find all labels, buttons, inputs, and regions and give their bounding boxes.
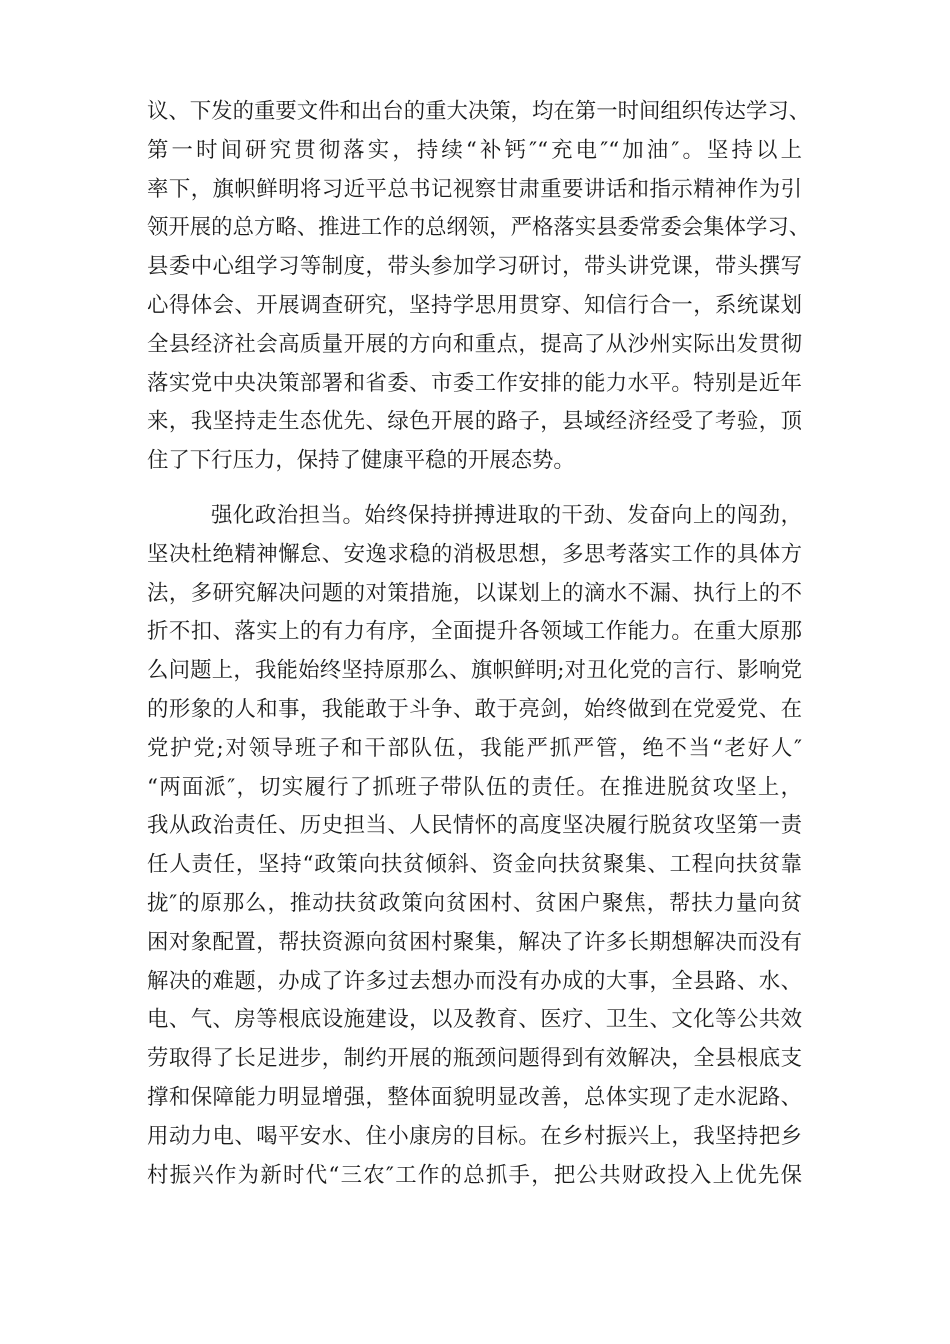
paragraph-1 bbox=[147, 93, 811, 481]
text-line: 用动力电、喝平安水、住小康房的目标。在乡村振兴上，我坚持把乡 bbox=[147, 1123, 802, 1149]
document-page bbox=[147, 93, 811, 1195]
text-line: 撑和保障能力明显增强，整体面貌明显改善，总体实现了走水泥路、 bbox=[147, 1084, 802, 1110]
text-line: 议、下发的重要文件和出台的重大决策，均在第一时间组织传达学习、 bbox=[147, 99, 811, 124]
text-line: 电、气、房等根底设施建设，以及教育、医疗、卫生、文化等公共效 bbox=[147, 1007, 802, 1033]
text-line: 心得体会、开展调查研究，坚持学思用贯穿、知信行合一，系统谋划 bbox=[147, 292, 802, 318]
text-line: 坚决杜绝精神懈怠、安逸求稳的消极思想，多思考落实工作的具体方 bbox=[147, 541, 802, 567]
text-line: 劳取得了长足进步，制约开展的瓶颈问题得到有效解决，全县根底支 bbox=[147, 1046, 802, 1072]
text-line: 率下，旗帜鲜明将习近平总书记视察甘肃重要讲话和指示精神作为引 bbox=[147, 176, 802, 202]
text-line: 解决的难题，办成了许多过去想办而没有办成的大事，全县路、水、 bbox=[147, 968, 802, 994]
paragraph-2 bbox=[147, 497, 802, 1195]
text-line: 任人责任，坚持“政策向扶贫倾斜、资金向扶贫聚集、工程向扶贫靠 bbox=[147, 852, 802, 878]
text-line: 困对象配置，帮扶资源向贫困村聚集，解决了许多长期想解决而没有 bbox=[147, 929, 802, 955]
text-line: 领开展的总方略、推进工作的总纲领，严格落实县委常委会集体学习、 bbox=[147, 215, 811, 241]
text-line: 折不扣、落实上的有力有序，全面提升各领域工作能力。在重大原那 bbox=[147, 619, 802, 645]
text-line: 村振兴作为新时代“三农″工作的总抓手，把公共财政投入上优先保 bbox=[147, 1162, 802, 1188]
text-line: 强化政治担当。始终保持拼搏进取的干劲、发奋向上的闯劲， bbox=[211, 502, 802, 528]
text-line: 住了下行压力，保持了健康平稳的开展态势。 bbox=[147, 448, 575, 474]
text-line: 么问题上，我能始终坚持原那么、旗帜鲜明;对丑化党的言行、影响党 bbox=[147, 658, 802, 684]
text-line: 全县经济社会高质量开展的方向和重点，提高了从沙州实际出发贯彻 bbox=[147, 331, 802, 357]
text-line: 县委中心组学习等制度，带头参加学习研讨，带头讲党课，带头撰写 bbox=[147, 254, 802, 280]
text-line: 法，多研究解决问题的对策措施，以谋划上的滴水不漏、执行上的不 bbox=[147, 580, 802, 606]
text-line: 第一时间研究贯彻落实，持续“补钙″“充电″“加油″。坚持以上 bbox=[147, 137, 802, 163]
text-line: 我从政治责任、历史担当、人民情怀的高度坚决履行脱贫攻坚第一责 bbox=[147, 813, 802, 839]
paragraph-spacer bbox=[147, 481, 802, 497]
text-line: 来，我坚持走生态优先、绿色开展的路子，县域经济经受了考验，顶 bbox=[147, 409, 802, 435]
text-line: 的形象的人和事，我能敢于斗争、敢于亮剑，始终做到在党爱党、在 bbox=[147, 696, 802, 722]
text-line: “两面派″，切实履行了抓班子带队伍的责任。在推进脱贫攻坚上， bbox=[147, 774, 802, 800]
text-line: 拢″的原那么，推动扶贫政策向贫困村、贫困户聚焦，帮扶力量向贫 bbox=[147, 890, 802, 916]
text-line: 党护党;对领导班子和干部队伍，我能严抓严管，绝不当“老好人″ bbox=[147, 735, 802, 761]
text-line: 落实党中央决策部署和省委、市委工作安排的能力水平。特别是近年 bbox=[147, 370, 802, 396]
